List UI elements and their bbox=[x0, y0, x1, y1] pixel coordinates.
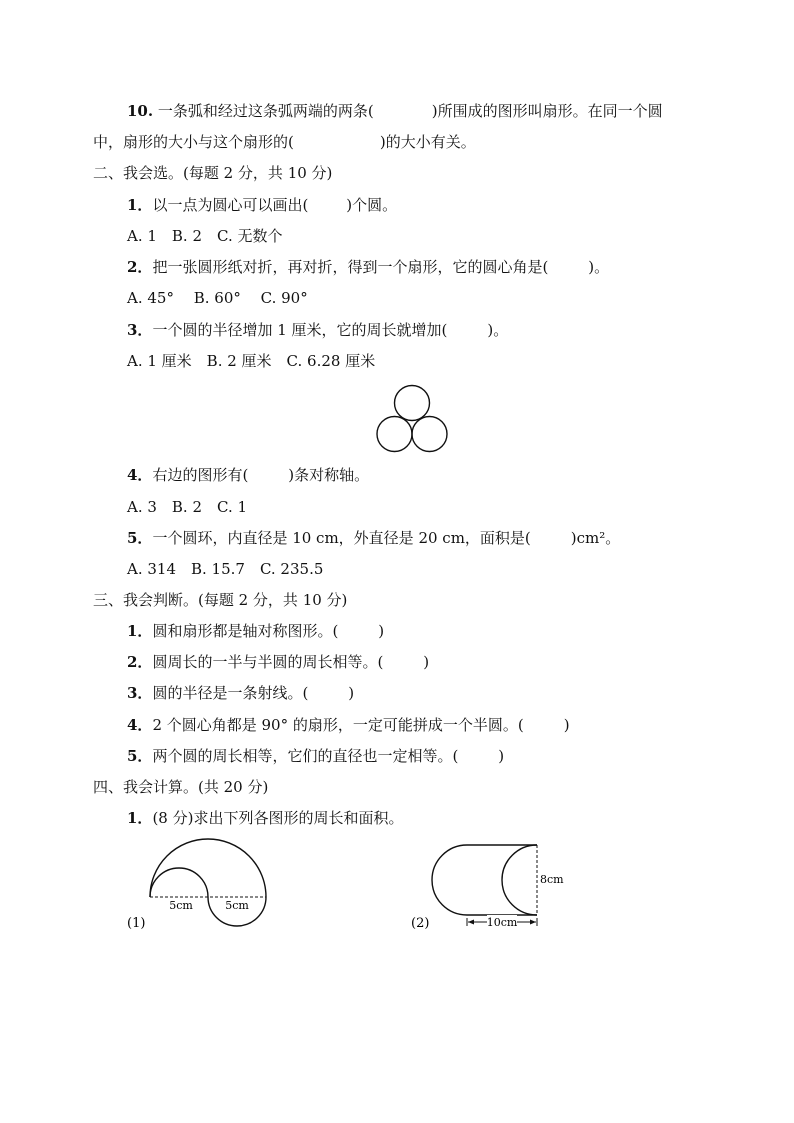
bottom-left-circle bbox=[377, 417, 412, 452]
calc-question-1: 1．(8 分)求出下列各图形的周长和面积。 bbox=[127, 809, 404, 827]
large-semicircle-arc bbox=[150, 839, 266, 897]
question-10-line1: 10. 一条弧和经过这条弧两端的两条( )所围成的图形叫扇形。在同一个圆 bbox=[127, 102, 663, 120]
small-upper-arc bbox=[150, 868, 208, 897]
dim-label-height: 8cm bbox=[540, 873, 564, 886]
section-3-title: 三、我会判断。(每题 2 分，共 10 分) bbox=[93, 591, 348, 609]
figure-2 bbox=[405, 835, 580, 935]
choice-options-1: A. 1 B. 2 C. 无数个 bbox=[127, 227, 283, 245]
choice-options-4: A. 3 B. 2 C. 1 bbox=[127, 498, 248, 516]
section-2-title: 二、我会选。(每题 2 分，共 10 分) bbox=[93, 164, 333, 182]
choice-options-5: A. 314 B. 15.7 C. 235.5 bbox=[127, 560, 324, 578]
question-10-line2: 中，扇形的大小与这个扇形的( )的大小有关。 bbox=[93, 133, 476, 151]
choice-question-1: 1．以一点为圆心可以画出( )个圆。 bbox=[127, 196, 398, 214]
choice-question-3: 3．一个圆的半径增加 1 厘米，它的周长就增加( )。 bbox=[127, 321, 509, 339]
dim-label-right: 5cm bbox=[225, 899, 249, 912]
width-arrow-left bbox=[468, 920, 474, 925]
top-circle bbox=[395, 386, 430, 421]
judge-question-4: 4．2 个圆心角都是 90° 的扇形，一定可能拼成一个半圆。( ) bbox=[127, 716, 570, 734]
choice-question-5: 5．一个圆环，内直径是 10 cm，外直径是 20 cm，面积是( )cm²。 bbox=[127, 529, 621, 547]
bottom-right-circle bbox=[412, 417, 447, 452]
figure-1 bbox=[125, 835, 285, 935]
question-number: 10. bbox=[127, 102, 154, 120]
choice-question-4: 4．右边的图形有( )条对称轴。 bbox=[127, 466, 370, 484]
judge-question-3: 3．圆的半径是一条射线。( ) bbox=[127, 684, 355, 702]
three-circles-figure bbox=[372, 381, 452, 457]
judge-question-1: 1．圆和扇形都是轴对称图形。( ) bbox=[127, 622, 385, 640]
dim-label-left: 5cm bbox=[169, 899, 193, 912]
judge-question-5: 5．两个圆的周长相等，它们的直径也一定相等。( ) bbox=[127, 747, 505, 765]
section-4-title: 四、我会计算。(共 20 分) bbox=[93, 778, 269, 796]
choice-question-2: 2．把一张圆形纸对折，再对折，得到一个扇形，它的圆心角是( )。 bbox=[127, 258, 610, 276]
figure-label: (1) bbox=[127, 916, 146, 931]
choice-options-3: A. 1 厘米 B. 2 厘米 C. 6.28 厘米 bbox=[127, 352, 376, 370]
width-arrow-right bbox=[530, 920, 536, 925]
choice-options-2: A. 45° B. 60° C. 90° bbox=[127, 289, 308, 307]
figure-label: (2) bbox=[411, 916, 430, 931]
right-cutout-semicircle bbox=[502, 845, 537, 915]
dim-label-width: 10cm bbox=[486, 916, 518, 929]
left-semicircle bbox=[432, 845, 467, 915]
judge-question-2: 2．圆周长的一半与半圆的周长相等。( ) bbox=[127, 653, 430, 671]
